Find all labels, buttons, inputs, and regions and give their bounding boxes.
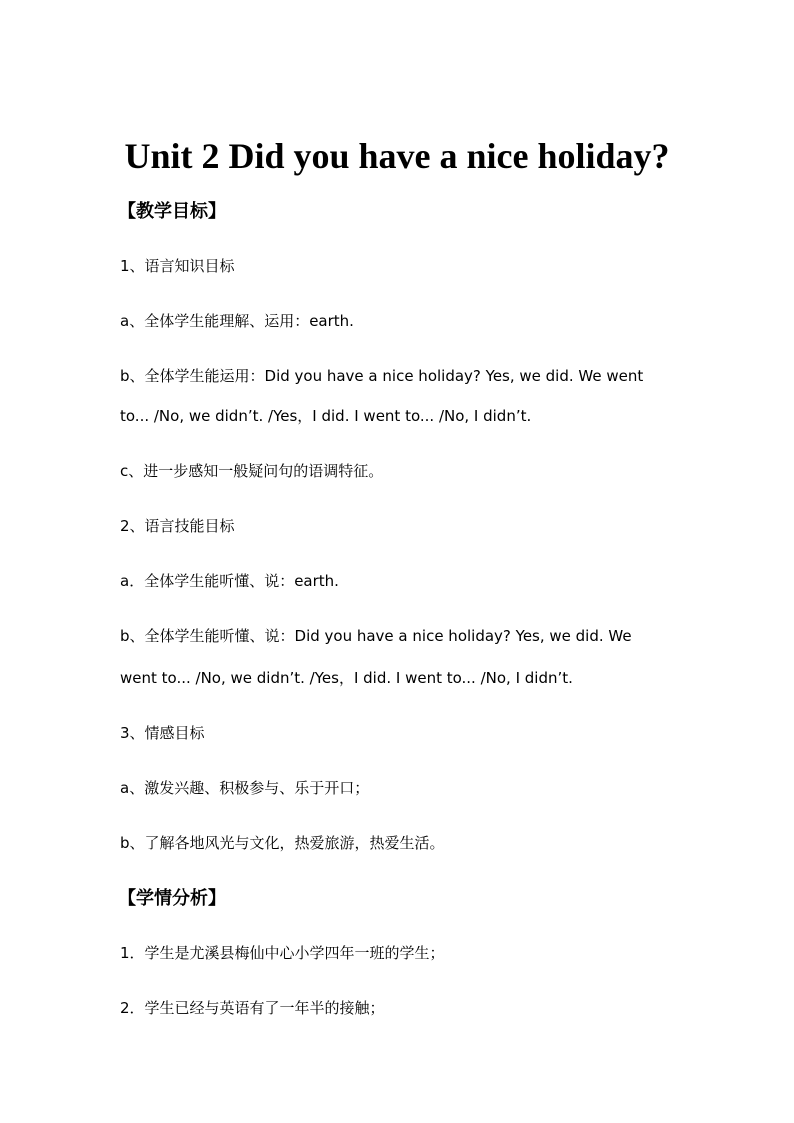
goal-2b-line2: went to... /No, we didn’t. /Yes，I did. I went to... /No, I didn’t. [120, 669, 573, 687]
goal-2b-line1: b、全体学生能听懂、说：Did you have a nice holiday? Yes, we did. We [120, 627, 632, 645]
goal-1c: c、进一步感知一般疑问句的语调特征。 [120, 462, 384, 480]
goal-3a: a、激发兴趣、积极参与、乐于开口； [120, 779, 370, 797]
document-title: Unit 2 Did you have a nice holiday? [124, 136, 670, 176]
goal-1-language-knowledge: 1、语言知识目标 [120, 257, 235, 275]
goal-1b-line1: b、全体学生能运用：Did you have a nice holiday? Yes, we did. We went [120, 367, 644, 385]
goal-3-emotional: 3、情感目标 [120, 724, 205, 742]
analysis-item-1: 1．学生是尤溪县梅仙中心小学四年一班的学生； [120, 944, 445, 962]
goal-2-language-skills: 2、语言技能目标 [120, 517, 235, 535]
goal-1a: a、全体学生能理解、运用：earth. [120, 312, 354, 330]
section-heading-teaching-goals: 【教学目标】 [118, 201, 226, 222]
analysis-item-2: 2．学生已经与英语有了一年半的接触； [120, 999, 385, 1017]
goal-1b-line2: to... /No, we didn’t. /Yes，I did. I went to... /No, I didn’t. [120, 407, 532, 425]
section-heading-learner-analysis: 【学情分析】 [118, 888, 226, 909]
goal-2a: a．全体学生能听懂、说：earth. [120, 572, 339, 590]
goal-3b: b、了解各地风光与文化，热爱旅游，热爱生活。 [120, 834, 445, 852]
